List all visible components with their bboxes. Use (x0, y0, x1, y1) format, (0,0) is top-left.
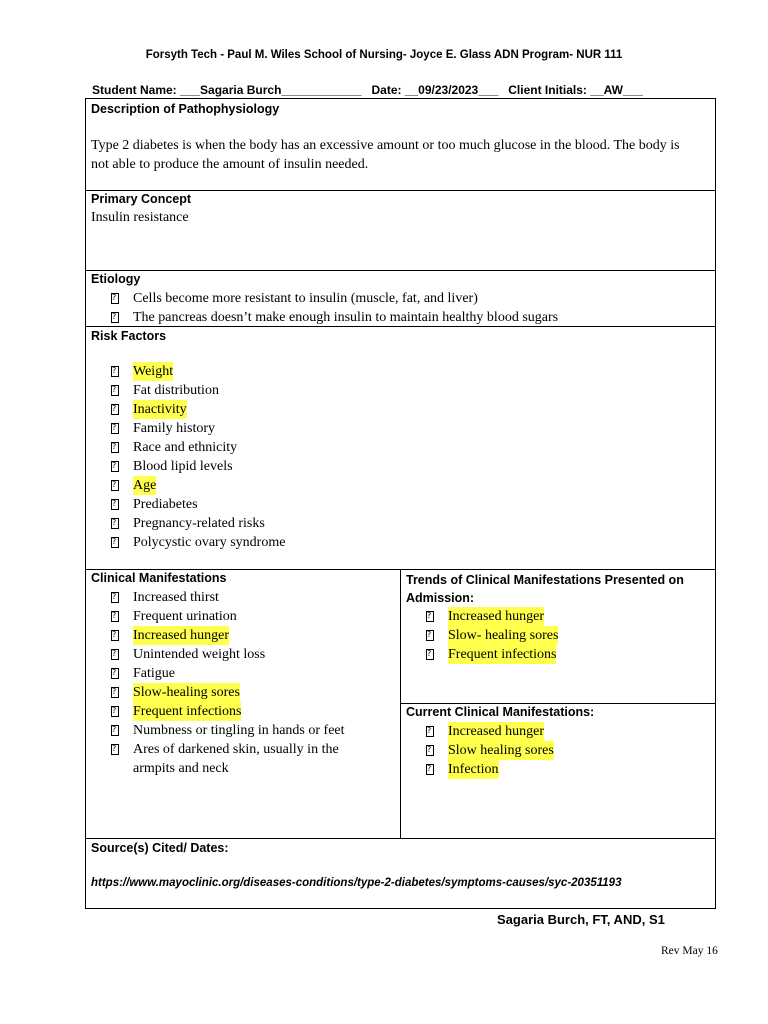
pathophysiology-title: Description of Pathophysiology (91, 102, 280, 116)
admission-trends-title: Trends of Clinical Manifestations Presented on Admission: (406, 573, 684, 605)
list-item: ? Frequent urination (111, 607, 381, 626)
bullet-icon (426, 745, 434, 756)
etiology-list (111, 289, 558, 327)
revision-label: Rev May 16 (661, 945, 718, 957)
primary-concept-section (86, 191, 715, 271)
care-map-table (85, 98, 716, 909)
list-item: ? Inactivity (111, 400, 285, 419)
bullet-icon (111, 592, 119, 603)
primary-concept-text: Insulin resistance (91, 210, 189, 225)
bullet-icon (111, 480, 119, 491)
bullet-icon (111, 518, 119, 529)
etiology-section (86, 271, 715, 327)
risk-factors-title: Risk Factors (91, 329, 167, 343)
bullet-icon (111, 499, 119, 510)
bullet-icon (426, 611, 434, 622)
risk-factors-section (86, 327, 715, 570)
clinical-manifestations-section (86, 570, 715, 839)
student-signature: Sagaria Burch, FT, AND, S1 (497, 912, 665, 927)
bullet-icon (111, 385, 119, 396)
sources-title: Source(s) Cited/ Dates: (91, 841, 229, 855)
source-link[interactable]: https://www.mayoclinic.org/diseases-conditions/type-2-diabetes/symptoms-causes/syc-20351193 (91, 877, 622, 889)
admission-trends-list (426, 607, 558, 664)
pathophysiology-text: Type 2 diabetes is when the body has an excessive amount or too much glucose in the blood. The body is not able to produce the amount of insulin needed. (91, 138, 680, 172)
bullet-icon (111, 537, 119, 548)
bullet-icon (111, 423, 119, 434)
list-item: ? Ares of darkened skin, usually in the armpits and neck (111, 740, 381, 778)
list-item: ? Fatigue (111, 664, 381, 683)
bullet-icon (111, 725, 119, 736)
list-item: ? Slow healing sores (426, 741, 554, 760)
risk-factors-list (111, 362, 285, 552)
bullet-icon (426, 630, 434, 641)
bullet-icon (111, 404, 119, 415)
list-item: ? Prediabetes (111, 495, 285, 514)
current-manifestations-column (401, 704, 715, 838)
clinical-manifestations-list (111, 588, 381, 778)
etiology-title: Etiology (91, 272, 141, 286)
pathophysiology-section (86, 99, 715, 191)
list-item: ? Fat distribution (111, 381, 285, 400)
bullet-icon (111, 442, 119, 453)
bullet-icon (111, 366, 119, 377)
list-item: ? Cells become more resistant to insulin (muscle, fat, and liver) (111, 289, 558, 308)
bullet-icon (111, 668, 119, 679)
current-manifestations-title: Current Clinical Manifestations: (406, 705, 595, 719)
bullet-icon (111, 687, 119, 698)
sources-section (86, 839, 715, 908)
bullet-icon (111, 611, 119, 622)
list-item: ? Weight (111, 362, 285, 381)
bullet-icon (426, 764, 434, 775)
list-item: ? Numbness or tingling in hands or feet (111, 721, 381, 740)
list-item: ? Increased hunger (111, 626, 381, 645)
bullet-icon (111, 293, 119, 304)
list-item: ? Pregnancy-related risks (111, 514, 285, 533)
list-item: ? Infection (426, 760, 554, 779)
bullet-icon (426, 649, 434, 660)
current-manifestations-list (426, 722, 554, 779)
list-item: ? Slow- healing sores (426, 626, 558, 645)
list-item: ? Increased thirst (111, 588, 381, 607)
list-item: ? Frequent infections (426, 645, 558, 664)
list-item: ? Blood lipid levels (111, 457, 285, 476)
document-header: Forsyth Tech - Paul M. Wiles School of Nursing- Joyce E. Glass ADN Program- NUR 111 (145, 49, 623, 61)
bullet-icon (111, 312, 119, 323)
bullet-icon (111, 706, 119, 717)
bullet-icon (426, 726, 434, 737)
list-item: ? Increased hunger (426, 607, 558, 626)
list-item: ? Family history (111, 419, 285, 438)
student-info-line: Student Name: ___Sagaria Burch____________ Date: __09/23/2023___ Client Initials: __AW___ (92, 83, 643, 97)
bullet-icon (111, 649, 119, 660)
list-item: ? Increased hunger (426, 722, 554, 741)
list-item: ? Slow-healing sores (111, 683, 381, 702)
list-item: ? The pancreas doesn’t make enough insulin to maintain healthy blood sugars (111, 308, 558, 327)
list-item: ? Race and ethnicity (111, 438, 285, 457)
list-item: ? Frequent infections (111, 702, 381, 721)
list-item: ? Unintended weight loss (111, 645, 381, 664)
clinical-manifestations-column (86, 570, 401, 838)
bullet-icon (111, 461, 119, 472)
bullet-icon (111, 744, 119, 755)
bullet-icon (111, 630, 119, 641)
list-item: ? Age (111, 476, 285, 495)
list-item: ? Polycystic ovary syndrome (111, 533, 285, 552)
admission-trends-column (401, 570, 715, 704)
clinical-manifestations-title: Clinical Manifestations (91, 571, 227, 585)
primary-concept-title: Primary Concept (91, 192, 192, 206)
